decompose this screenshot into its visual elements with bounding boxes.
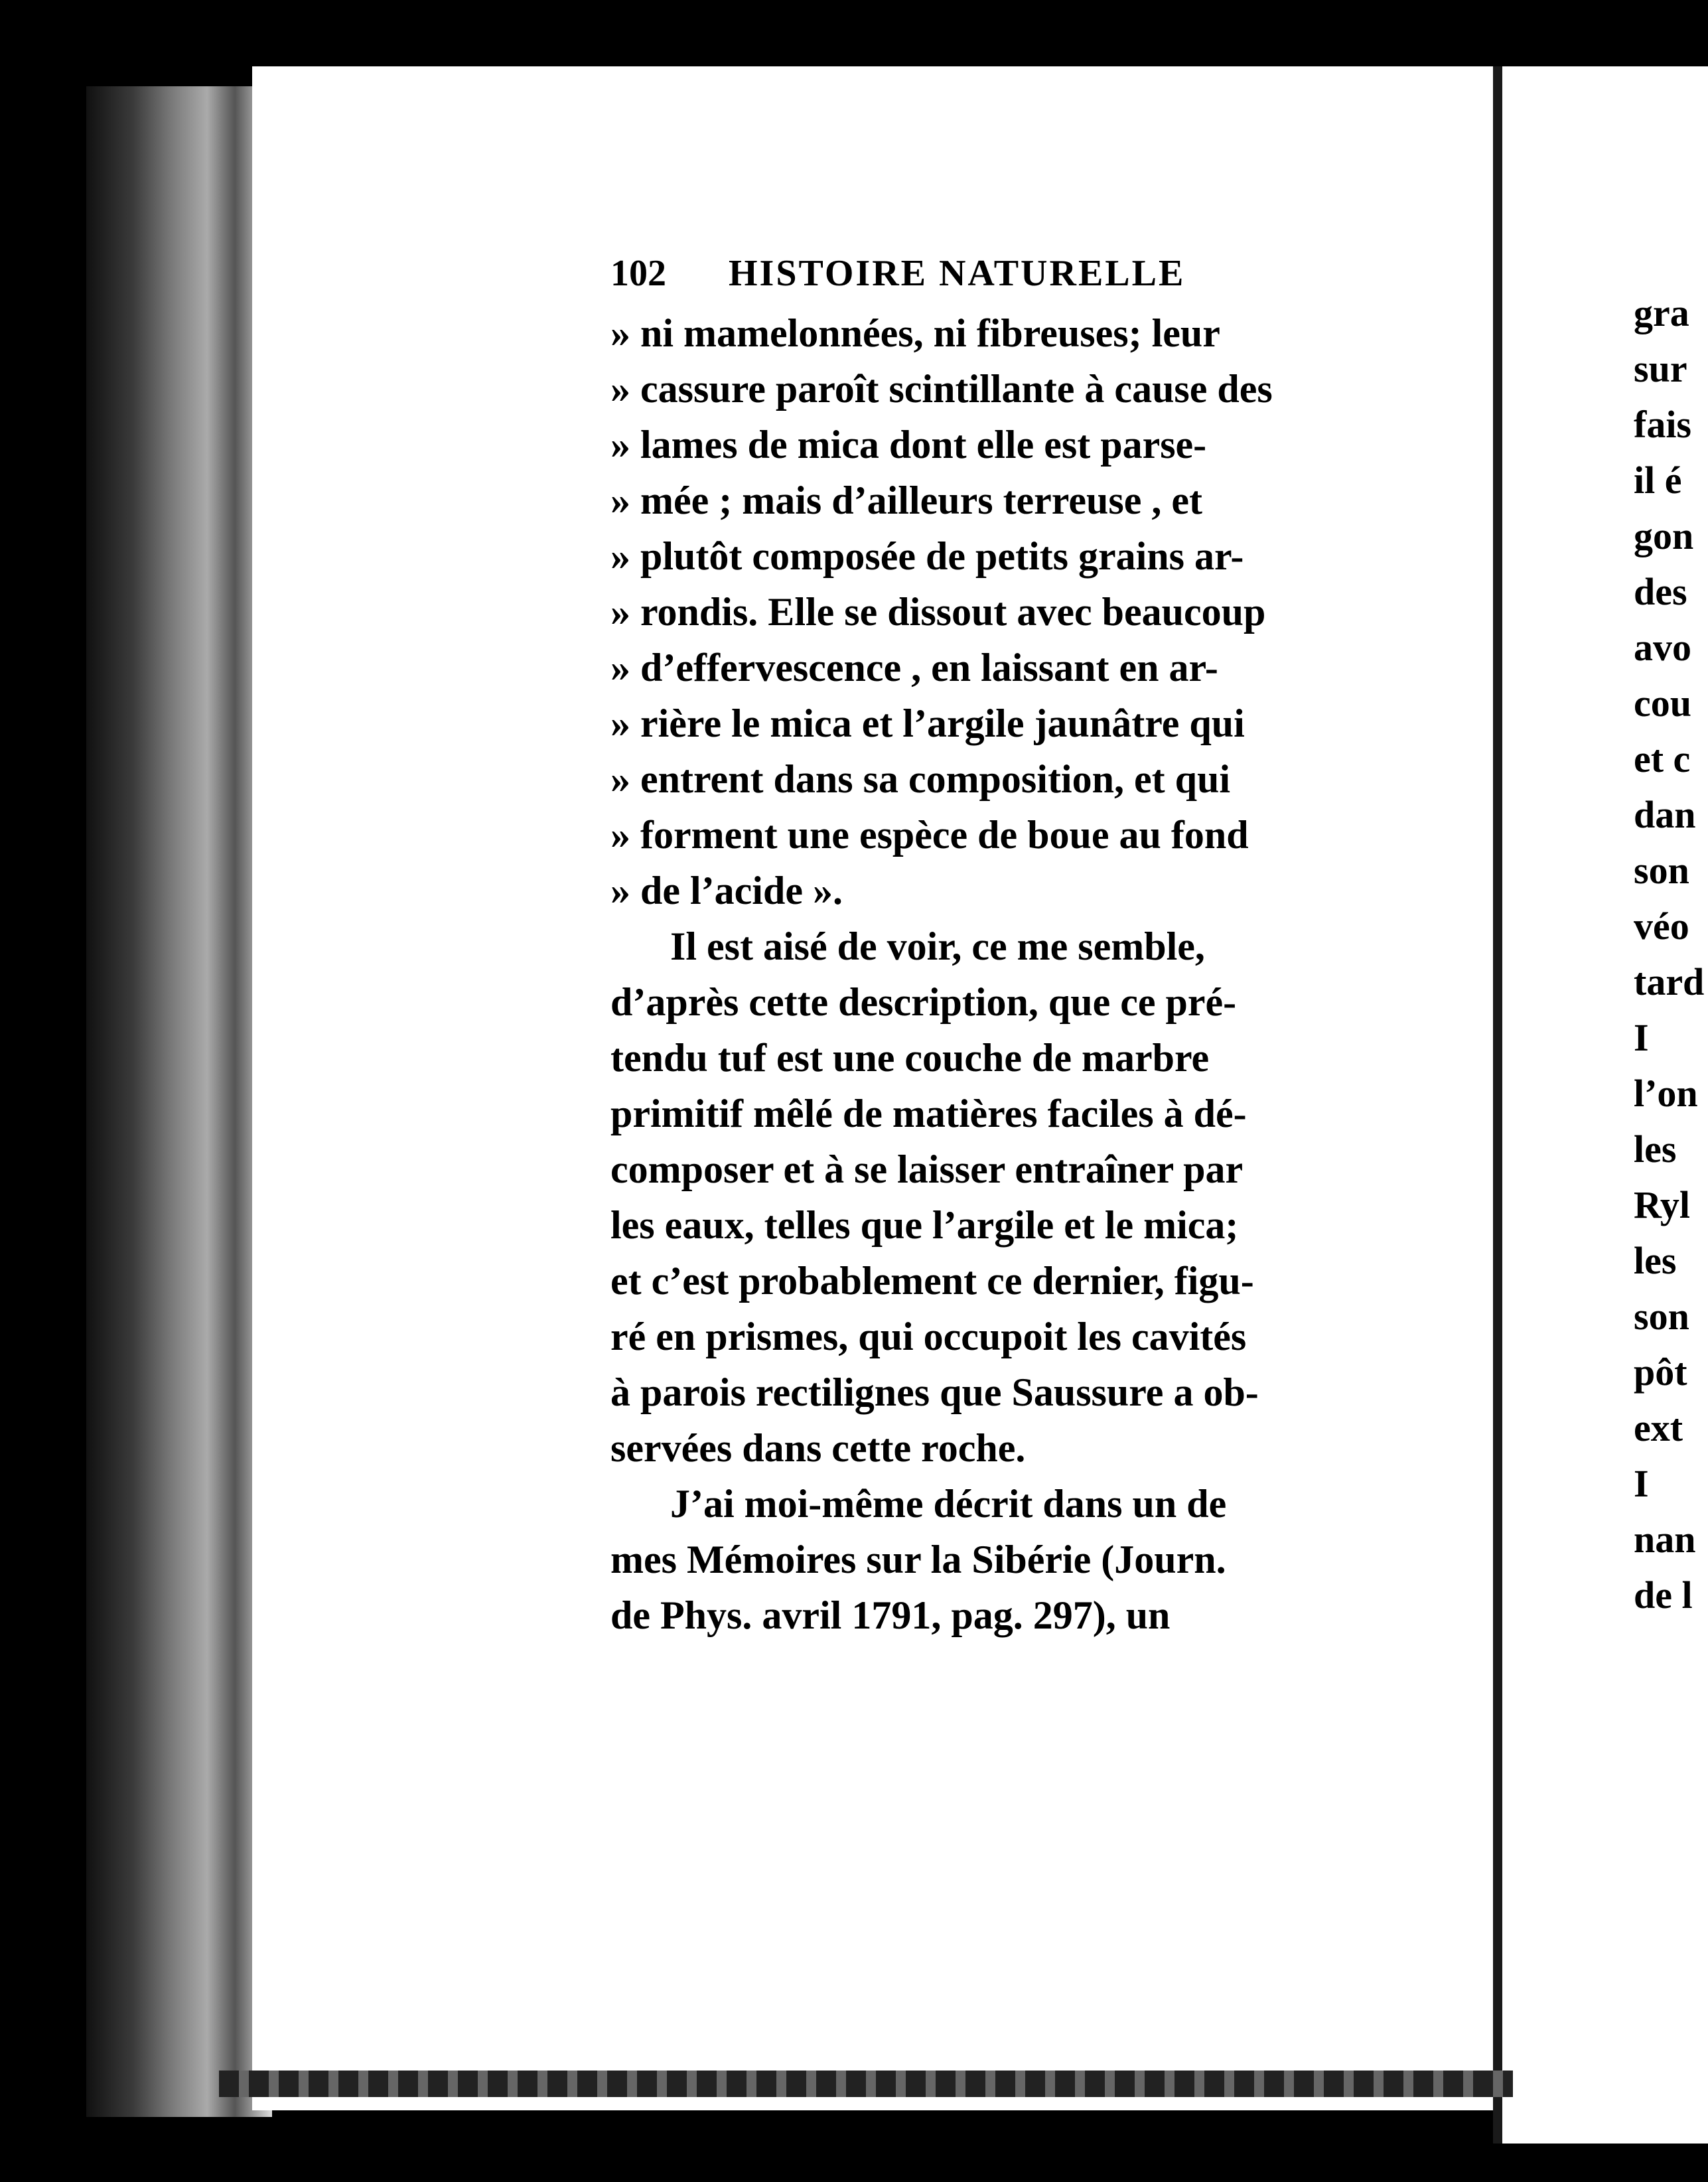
right-text-line: cou xyxy=(1634,682,1691,725)
text-line: de Phys. avril 1791, pag. 297), un xyxy=(610,1593,1171,1637)
text-line: » mée ; mais d’ailleurs terreuse , et xyxy=(610,478,1202,522)
right-text-line: des xyxy=(1634,570,1687,613)
right-text-line: fais xyxy=(1634,403,1691,446)
text-line: primitif mêlé de matières faciles à dé- xyxy=(610,1092,1247,1135)
paragraph-start-line: Il est aisé de voir, ce me semble, xyxy=(670,924,1205,968)
right-text-line: son xyxy=(1634,1295,1689,1338)
right-text-line: gra xyxy=(1634,291,1689,334)
text-line: » d’effervescence , en laissant en ar- xyxy=(610,646,1218,690)
text-line: servées dans cette roche. xyxy=(610,1426,1026,1470)
right-text-line: dan xyxy=(1634,793,1696,836)
right-text-line: il é xyxy=(1634,459,1682,502)
text-line: les eaux, telles que l’argile et le mica; xyxy=(610,1203,1239,1247)
text-line: d’après cette description, que ce pré- xyxy=(610,980,1237,1024)
text-line: » lames de mica dont elle est parse- xyxy=(610,423,1207,467)
right-text-line: sur xyxy=(1634,347,1687,390)
page-number: 102 xyxy=(610,253,666,294)
text-line: » cassure paroît scintillante à cause des xyxy=(610,367,1273,411)
right-text-line: l’on xyxy=(1634,1072,1698,1115)
text-line: » plutôt composée de petits grains ar- xyxy=(610,534,1244,578)
text-line: » rondis. Elle se dissout avec beaucoup xyxy=(610,590,1266,634)
text-line: mes Mémoires sur la Sibérie (Journ. xyxy=(610,1538,1226,1581)
right-text-line: I xyxy=(1634,1462,1649,1505)
page-header xyxy=(610,252,1473,295)
right-text-line: tard xyxy=(1634,960,1705,1003)
right-text-line: véo xyxy=(1634,905,1689,948)
text-line: » de l’acide ». xyxy=(610,869,843,912)
right-page-text xyxy=(1634,285,1708,1623)
text-line: » entrent dans sa composition, et qui xyxy=(610,757,1230,801)
running-title: HISTOIRE NATURELLE xyxy=(729,253,1186,294)
paragraph-start-line: J’ai moi-même décrit dans un de xyxy=(670,1482,1227,1526)
page-edge-left xyxy=(86,86,272,2117)
text-line: composer et à se laisser entraîner par xyxy=(610,1147,1244,1191)
text-line: à parois rectilignes que Saussure a ob- xyxy=(610,1370,1259,1414)
page-edge-bottom xyxy=(219,2071,1513,2097)
right-text-line: nan xyxy=(1634,1518,1696,1561)
right-text-line: gon xyxy=(1634,514,1694,557)
right-text-line: pôt xyxy=(1634,1350,1687,1394)
text-line: ré en prismes, qui occupoit les cavités xyxy=(610,1315,1247,1358)
right-text-line: ext xyxy=(1634,1406,1683,1449)
right-text-line: les xyxy=(1634,1127,1677,1171)
text-line: » ni mamelonnées, ni fibreuses; leur xyxy=(610,311,1220,355)
text-line: tendu tuf est une couche de marbre xyxy=(610,1036,1210,1080)
right-text-line: Ryl xyxy=(1634,1183,1690,1226)
right-text-line: de l xyxy=(1634,1573,1693,1617)
right-text-line: son xyxy=(1634,849,1689,892)
text-line: » forment une espèce de boue au fond xyxy=(610,813,1249,857)
right-text-line: et c xyxy=(1634,737,1691,780)
text-line: et c’est probablement ce dernier, figu- xyxy=(610,1259,1254,1303)
text-line: » rière le mica et l’argile jaunâtre qui xyxy=(610,701,1245,745)
right-text-line: I xyxy=(1634,1016,1649,1059)
text-block xyxy=(610,305,1407,1643)
right-text-line: avo xyxy=(1634,626,1691,669)
right-text-line: les xyxy=(1634,1239,1677,1282)
